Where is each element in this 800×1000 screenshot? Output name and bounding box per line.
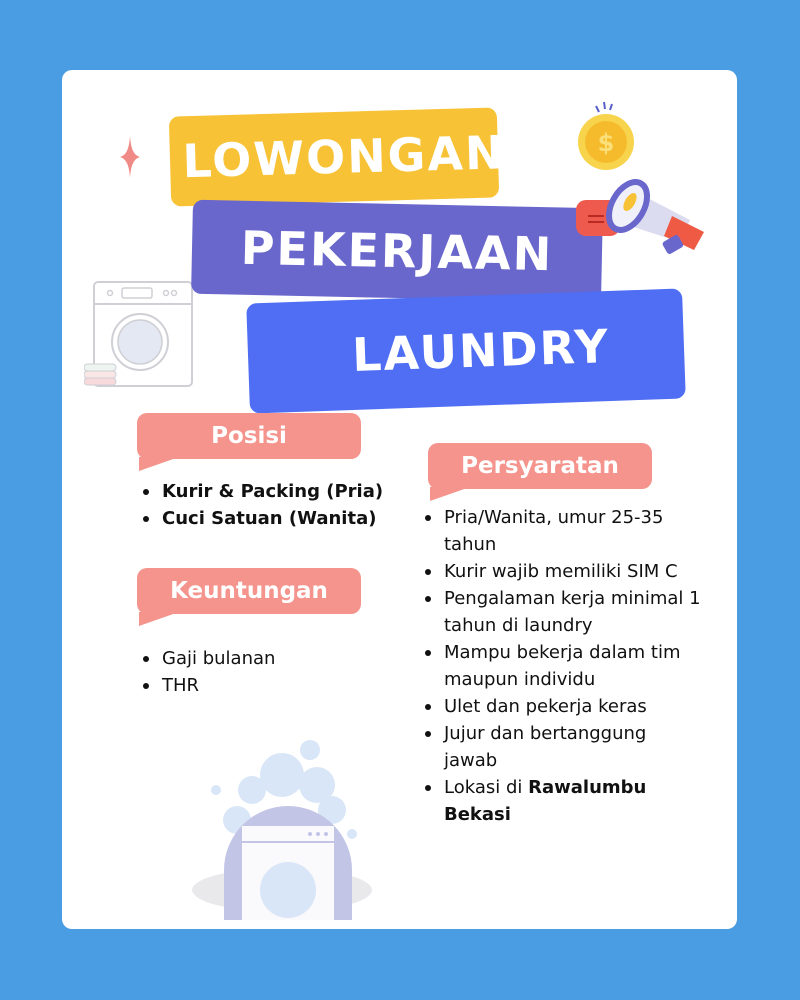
title-line-1: LOWONGAN	[181, 125, 507, 189]
list-item: Kurir wajib memiliki SIM C	[422, 558, 702, 585]
section-heading-persyaratan	[428, 443, 652, 489]
location-prefix: Lokasi di	[444, 777, 529, 798]
posisi-list	[140, 478, 383, 532]
list-item: Gaji bulanan	[140, 645, 275, 672]
list-item: Ulet dan pekerja keras	[422, 693, 702, 720]
title-line-2: PEKERJAAN	[240, 220, 554, 282]
list-item: Mampu bekerja dalam tim maupun individu	[422, 639, 702, 693]
list-item: Cuci Satuan (Wanita)	[140, 505, 383, 532]
keuntungan-heading-text: Keuntungan	[170, 578, 328, 604]
washing-machine-icon	[84, 280, 194, 390]
svg-text:$: $	[597, 129, 615, 157]
section-heading-keuntungan	[137, 568, 361, 614]
list-item: Jujur dan bertanggung jawab	[422, 720, 702, 774]
list-item: Pria/Wanita, umur 25-35 tahun	[422, 504, 702, 558]
washer-bubbles-icon	[192, 730, 392, 929]
persyaratan-heading-text: Persyaratan	[461, 453, 619, 479]
list-item: THR	[140, 672, 275, 699]
title-banner-lowongan	[169, 107, 507, 206]
title-line-3: LAUNDRY	[351, 318, 611, 382]
poster-card	[62, 70, 737, 929]
list-item-location	[422, 774, 702, 828]
title-banner-laundry	[246, 288, 686, 413]
section-heading-posisi	[137, 413, 361, 459]
keuntungan-list	[140, 645, 275, 699]
list-item: Kurir & Packing (Pria)	[140, 478, 383, 505]
location-name: Rawalumbu Bekasi	[444, 777, 647, 825]
title-banner-pekerjaan	[191, 200, 603, 303]
megaphone-icon	[572, 150, 722, 260]
sparkle-icon	[120, 136, 140, 178]
posisi-heading-text: Posisi	[211, 423, 287, 449]
list-item: Pengalaman kerja minimal 1 tahun di laundry	[422, 585, 702, 639]
persyaratan-list	[422, 504, 702, 828]
